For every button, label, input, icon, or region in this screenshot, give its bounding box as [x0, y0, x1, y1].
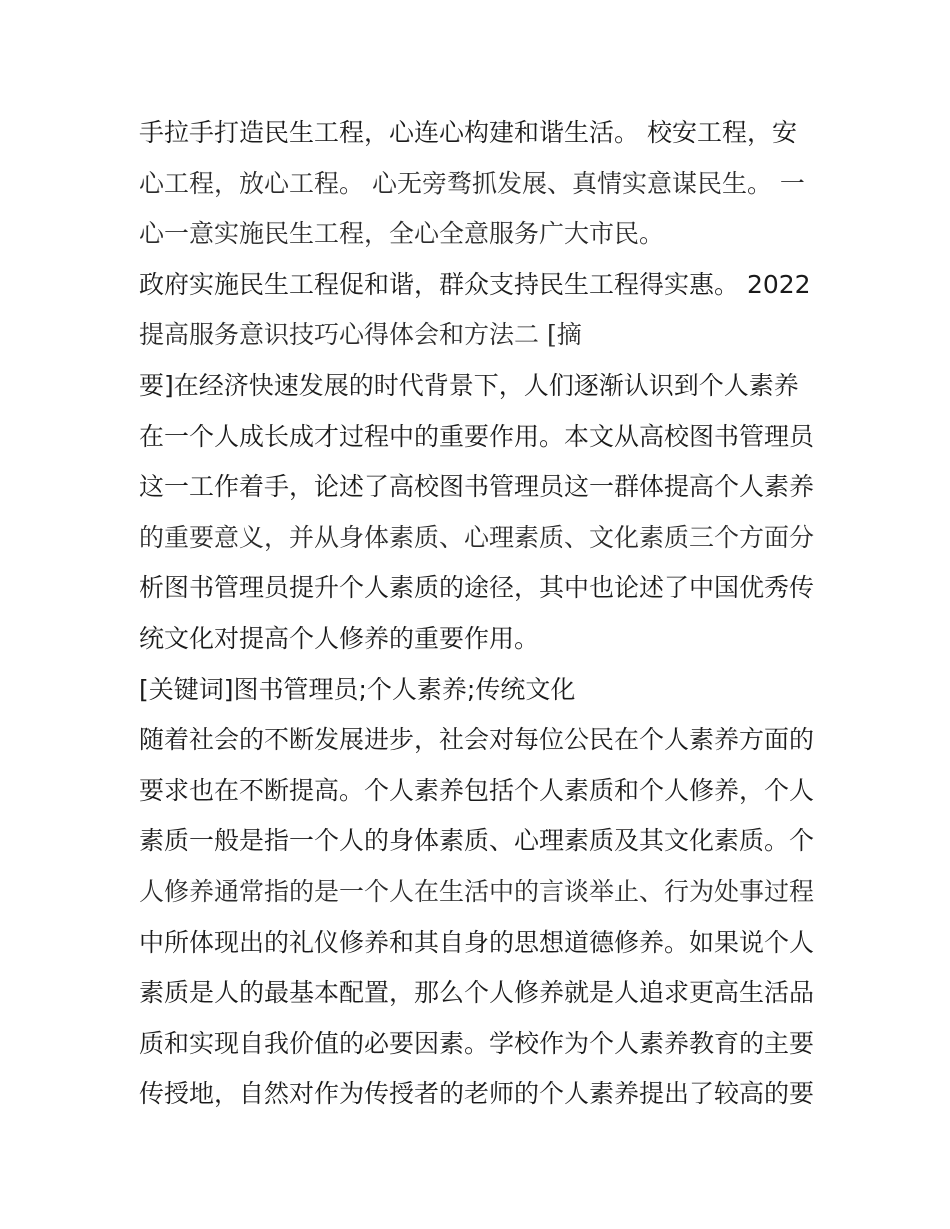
- text-line: 要求也在不断提高。个人素养包括个人素质和个人修养，个人: [139, 775, 815, 805]
- text-line: 心一意实施民生工程，全心全意服务广大市民。: [139, 219, 665, 249]
- text-line: 质和实现自我价值的必要因素。学校作为个人素养教育的主要: [139, 1028, 815, 1058]
- text-line: 中所体现出的礼仪修养和其自身的思想道德修养。如果说个人: [139, 927, 815, 957]
- text-line: 政府实施民生工程促和谐，群众支持民生工程得实惠。 2022: [139, 269, 811, 299]
- text-line: 统文化对提高个人修养的重要作用。: [139, 623, 540, 653]
- text-line: 心工程，放心工程。 心无旁骛抓发展、真情实意谋民生。 一: [139, 168, 805, 198]
- text-line: 传授地，自然对作为传授者的老师的个人素养提出了较高的要: [139, 1079, 815, 1109]
- text-line: 提高服务意识技巧心得体会和方法二 [摘: [139, 320, 582, 350]
- text-line: 析图书管理员提升个人素质的途径，其中也论述了中国优秀传: [139, 573, 815, 603]
- text-line: 素质一般是指一个人的身体素质、心理素质及其文化素质。个: [139, 826, 815, 856]
- text-line: 要]在经济快速发展的时代背景下，人们逐渐认识到个人素养: [139, 370, 799, 400]
- text-line: 手拉手打造民生工程，心连心构建和谐生活。 校安工程，安: [139, 118, 797, 147]
- text-line: 的重要意义，并从身体素质、心理素质、文化素质三个方面分: [139, 522, 815, 552]
- keywords-line: [关键词]图书管理员;个人素养;传统文化: [139, 674, 576, 704]
- text-line: 随着社会的不断发展进步，社会对每位公民在个人素养方面的: [139, 725, 815, 755]
- text-line: 这一工作着手，论述了高校图书管理员这一群体提高个人素养: [139, 472, 815, 502]
- text-line: 人修养通常指的是一个人在生活中的言谈举止、行为处事过程: [139, 876, 815, 906]
- body-text: [139, 108, 819, 1120]
- text-line: 素质是人的最基本配置，那么个人修养就是人追求更高生活品: [139, 978, 815, 1008]
- text-line: 在一个人成长成才过程中的重要作用。本文从高校图书管理员: [139, 421, 815, 451]
